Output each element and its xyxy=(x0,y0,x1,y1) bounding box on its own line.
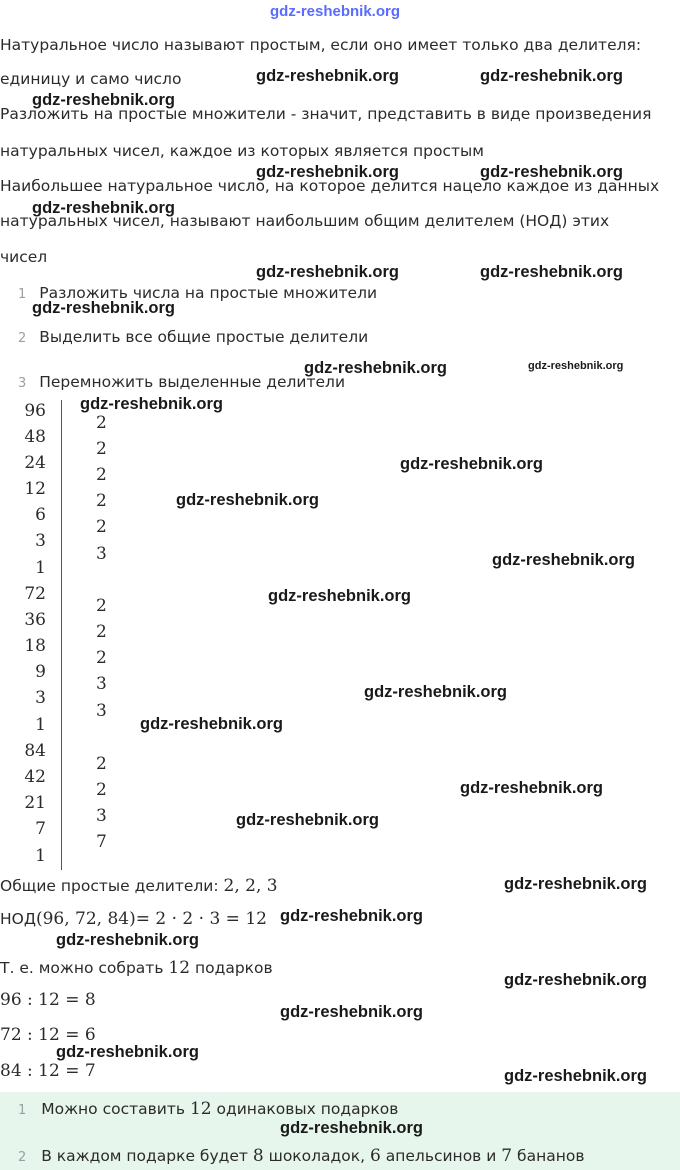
answer-text: В каждом подарке будет xyxy=(41,1147,248,1165)
factor-left-value: 24 xyxy=(24,453,46,473)
watermark: gdz-reshebnik.org xyxy=(32,299,176,317)
factor-right-value: 2 xyxy=(96,596,107,616)
watermark: gdz-reshebnik.org xyxy=(140,715,284,733)
paragraph-factor-line2: натуральных чисел, каждое из которых является простым xyxy=(0,142,484,160)
answer-number: 2 xyxy=(18,1150,27,1165)
factor-left-value: 72 xyxy=(24,584,46,604)
paragraph-prime-line1: Натуральное число называют простым, если оно имеет только два делителя: xyxy=(0,36,642,54)
factor-right-value: 2 xyxy=(96,517,107,537)
factor-right-value: 3 xyxy=(96,544,107,564)
step-text: Перемножить выделенные делители xyxy=(39,373,346,391)
watermark: gdz-reshebnik.org xyxy=(56,931,200,949)
watermark: gdz-reshebnik.org xyxy=(256,263,400,281)
factor-right-value: 2 xyxy=(96,754,107,774)
step-number: 1 xyxy=(18,287,27,302)
factor-right-value: 3 xyxy=(96,806,107,826)
factor-right-value: 3 xyxy=(96,674,107,694)
watermark: gdz-reshebnik.org xyxy=(304,359,448,377)
factor-left-value: 21 xyxy=(24,793,46,813)
factor-left-value: 36 xyxy=(24,610,46,630)
factor-left-value: 1 xyxy=(35,846,46,866)
watermark: gdz-reshebnik.org xyxy=(480,163,624,181)
watermark: gdz-reshebnik.org xyxy=(256,163,400,181)
gcd-expression: (96, 72, 84)= 2 · 2 · 3 = 12 xyxy=(35,909,267,929)
factor-left-value: 48 xyxy=(24,427,46,447)
watermark: gdz-reshebnik.org xyxy=(480,263,624,281)
answer-text: бананов xyxy=(517,1147,585,1165)
factor-left-value: 1 xyxy=(35,715,46,735)
division-line: 96 : 12 = 8 xyxy=(0,990,96,1010)
gcd-label: НОД xyxy=(0,910,36,928)
factor-right-value: 2 xyxy=(96,465,107,485)
factor-left-value: 84 xyxy=(24,741,46,761)
factor-right-value: 3 xyxy=(96,701,107,721)
answer-text: шоколадок, xyxy=(268,1147,366,1165)
watermark: gdz-reshebnik.org xyxy=(32,91,176,109)
gifts-prefix: Т. е. можно собрать xyxy=(0,959,164,977)
factor-left-value: 12 xyxy=(24,479,46,499)
paragraph-gcd-line1: Наибольшее натуральное число, на которое делится нацело каждое из данных xyxy=(0,177,660,195)
answer-value: 8 xyxy=(252,1146,264,1166)
watermark: gdz-reshebnik.org xyxy=(504,1067,648,1085)
factor-right-value: 2 xyxy=(96,491,107,511)
answer-value: 6 xyxy=(369,1146,381,1166)
gifts-count-line xyxy=(0,958,273,978)
factor-right-value: 2 xyxy=(96,780,107,800)
watermark: gdz-reshebnik.org xyxy=(236,811,380,829)
watermark: gdz-reshebnik.org xyxy=(400,455,544,473)
factor-right-value: 2 xyxy=(96,439,107,459)
paragraph-factor-line1: Разложить на простые множители - значит, представить в виде произведения xyxy=(0,105,652,123)
watermark: gdz-reshebnik.org xyxy=(280,1119,424,1137)
gcd-line xyxy=(0,909,267,929)
answer-item xyxy=(18,1146,584,1166)
factor-left-value: 3 xyxy=(35,531,46,551)
watermark: gdz-reshebnik.org xyxy=(480,67,624,85)
paragraph-gcd-line2: натуральных чисел, называют наибольшим общим делителем (НОД) этих xyxy=(0,212,610,230)
factor-left-value: 9 xyxy=(35,662,46,682)
watermark: gdz-reshebnik.org xyxy=(492,551,636,569)
factor-left-value: 18 xyxy=(24,636,46,656)
answer-text: Можно составить xyxy=(41,1100,186,1118)
watermark: gdz-reshebnik.org xyxy=(504,971,648,989)
division-line: 84 : 12 = 7 xyxy=(0,1061,96,1081)
factor-right-value: 2 xyxy=(96,648,107,668)
factor-right-value: 7 xyxy=(96,832,107,852)
factor-left-value: 1 xyxy=(35,558,46,578)
factor-divider-line xyxy=(61,400,62,870)
factor-left-value: 42 xyxy=(24,767,46,787)
factor-left-value: 96 xyxy=(24,401,46,421)
watermark: gdz-reshebnik.org xyxy=(504,875,648,893)
paragraph-prime-line2: единицу и само число xyxy=(0,70,182,88)
watermark: gdz-reshebnik.org xyxy=(364,683,508,701)
gifts-suffix: подарков xyxy=(194,959,273,977)
answer-value: 7 xyxy=(501,1146,513,1166)
factor-right-value: 2 xyxy=(96,413,107,433)
common-divisors-label: Общие простые делители: xyxy=(0,877,219,895)
common-divisors-line xyxy=(0,876,278,896)
watermark: gdz-reshebnik.org xyxy=(32,199,176,217)
step-text: Разложить числа на простые множители xyxy=(39,284,378,302)
watermark: gdz-reshebnik.org xyxy=(528,360,624,372)
watermark: gdz-reshebnik.org xyxy=(280,907,424,925)
factor-right-value: 2 xyxy=(96,622,107,642)
paragraph-gcd-line3: чисел xyxy=(0,248,48,266)
step-number: 3 xyxy=(18,376,27,391)
answer-text: апельсинов и xyxy=(385,1147,497,1165)
watermark: gdz-reshebnik.org xyxy=(460,779,604,797)
factor-left-value: 3 xyxy=(35,688,46,708)
watermark: gdz-reshebnik.org xyxy=(80,395,224,413)
answer-value: 12 xyxy=(189,1099,212,1119)
watermark: gdz-reshebnik.org xyxy=(56,1043,200,1061)
answer-text: одинаковых подарков xyxy=(216,1100,399,1118)
watermark: gdz-reshebnik.org xyxy=(176,491,320,509)
step-item xyxy=(18,328,368,346)
gifts-value: 12 xyxy=(168,958,191,978)
step-text: Выделить все общие простые делители xyxy=(39,328,369,346)
answer-number: 1 xyxy=(18,1103,27,1118)
watermark: gdz-reshebnik.org xyxy=(268,587,412,605)
answer-item xyxy=(18,1099,398,1119)
factor-left-value: 6 xyxy=(35,505,46,525)
factor-left-value: 7 xyxy=(35,819,46,839)
step-item xyxy=(18,373,345,391)
step-number: 2 xyxy=(18,331,27,346)
watermark: gdz-reshebnik.org xyxy=(280,1003,424,1021)
division-line: 72 : 12 = 6 xyxy=(0,1025,96,1045)
common-divisors-value: 2, 2, 3 xyxy=(223,876,278,896)
watermark: gdz-reshebnik.org xyxy=(256,67,400,85)
watermark-top: gdz-reshebnik.org xyxy=(270,3,401,20)
